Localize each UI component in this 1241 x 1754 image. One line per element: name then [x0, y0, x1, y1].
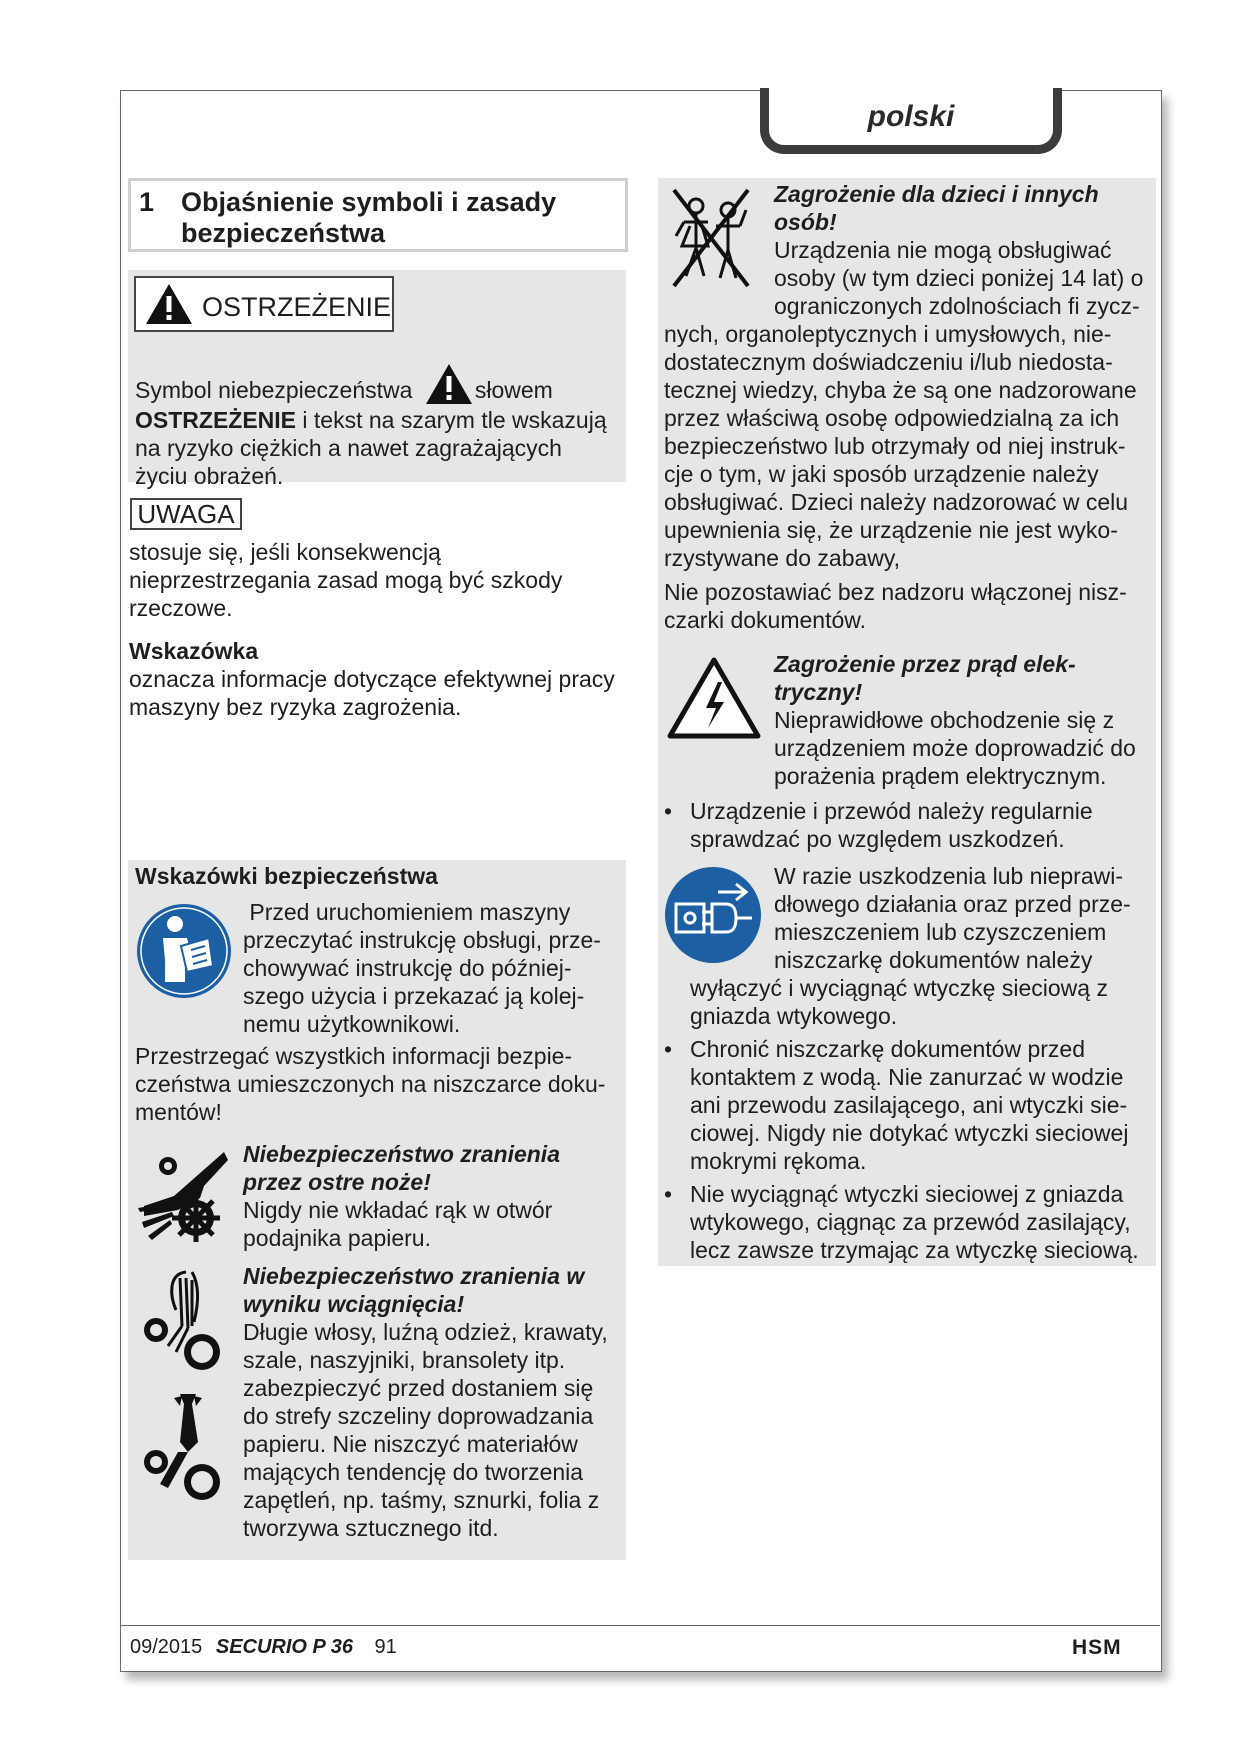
hand-gears-icon	[134, 1146, 232, 1246]
pull-plug-text: Nie wyciągnąć wtyczki sieciowej z gniazda wtykowego, ciągnąc za przewód zasilający, lecz zawsze trzymając za wtyczkę sieciową.	[690, 1181, 1139, 1263]
uwaga-label: UWAGA	[130, 498, 242, 530]
footer-date: 09/2015	[130, 1636, 203, 1658]
brand-logo: HSM	[1072, 1636, 1122, 1659]
unplug-icon	[664, 866, 762, 964]
warning-text: Symbol niebezpieczeństwa słowem OSTRZEŻENIE i tekst na szarym tle wskazują na ryzyko ciężkich a nawet zagrażających życiu obrażeń.	[135, 362, 625, 490]
tie-gears-icon	[138, 1392, 232, 1504]
unplug-text-indented: W razie uszkodzenia lub nieprawi- dłowego działania oraz przed prze- mieszczeniem lub czyszczeniem niszczarkę dokumentów należy	[774, 863, 1131, 973]
children-text-indented: Zagrożenie dla dzieci i innych osób! Urządzenia nie mogą obsługiwać osoby (w tym dzieci poniżej 14 lat) o ograniczonych zdolnościach fi zycz-	[774, 181, 1144, 319]
knives-text: Niebezpieczeństwo zranienia przez ostre noże! Nigdy nie wkładać rąk w otwór podajnika papieru.	[243, 1141, 560, 1251]
bullet-icon: •	[664, 1036, 673, 1062]
footer-page: 91	[374, 1636, 397, 1658]
hint-block: Wskazówka oznacza informacje dotyczące efektywnej pracy maszyny bez ryzyka zagrożenia.	[129, 637, 629, 721]
hair-gears-icon	[138, 1266, 232, 1378]
water-text: Chronić niszczarkę dokumentów przed kontaktem z wodą. Nie zanurzać w wodzie ani przewodu zasilającego, ani wtyczki sie- ciowej. Nigdy nie dotykać wtyczki sieciowej mokrymi rękoma.	[690, 1036, 1129, 1174]
language-tab: polski	[760, 88, 1062, 154]
hint-title: Wskazówka	[129, 638, 259, 664]
uwaga-text: stosuje się, jeśli konsekwencją nieprzestrzegania zasad mogą być szkody rzeczowe.	[129, 539, 563, 621]
section-heading	[128, 178, 628, 252]
manual-text: Przed uruchomieniem maszyny przeczytać instrukcję obsługi, prze- chowywać instrukcję do później- szego użycia i przekazać ją kolej- nemu użytkownikowi.	[243, 899, 601, 1037]
bullet-icon: •	[664, 1181, 673, 1207]
pull-text: Niebezpieczeństwo zranienia w wyniku wciągnięcia! Długie włosy, luźną odzież, krawaty, szale, naszyjniki, bransolety itp. zabezpieczyć przed dostaniem się do strefy szczeliny doprowadzania papieru. Nie niszczyć materiałów mających tendencję do tworzenia zapętleń, np. taśmy, sznurki, folia z tworzywa sztucznego itd.	[243, 1263, 608, 1541]
warning-triangle-icon	[144, 282, 194, 326]
safety-title: Wskazówki bezpieczeństwa	[135, 863, 438, 889]
section-number: 1	[139, 187, 155, 217]
footer-model: SECURIO P 36	[215, 1636, 353, 1658]
section-title: Objaśnienie symboli i zasady bezpieczeństwa	[181, 187, 557, 248]
warning-triangle-inline-icon	[423, 362, 475, 406]
children-text: nych, organoleptycznych i umysłowych, nie- dostatecznym doświadczeniu i/lub niedosta- tecznej wiedzy, chyba że są one nadzorowane przez właściwą osobę odpowiedzialną za ich bezpieczeństwo lub otrzymały od niej instruk- cje o tym, w jaki sposób urządzenie należy obsługiwać. Dzieci należy nadzorować w celu upewnienia się, że urządzenie nie jest wyko- rzystywane do zabawy, Nie pozostawiać bez nadzoru włączonej nisz- czarki dokumentów.	[664, 321, 1137, 633]
observe-text: Przestrzegać wszystkich informacji bezpie- czeństwa umieszczonych na niszczarce doku- mentów!	[135, 1043, 606, 1125]
electric-text: Zagrożenie przez prąd elek- tryczny! Nieprawidłowe obchodzenie się z urządzeniem może doprowadzić do porażenia prądem elektrycznym.	[774, 651, 1136, 789]
electric-hazard-icon	[666, 656, 762, 742]
footer-divider	[120, 1625, 1160, 1626]
no-children-icon	[668, 186, 754, 290]
warning-label: OSTRZEŻENIE	[202, 292, 392, 322]
inspect-text: Urządzenie i przewód należy regularnie sprawdzać po względem uszkodzeń.	[690, 798, 1093, 852]
unplug-text: wyłączyć i wyciągnąć wtyczkę sieciową z gniazda wtykowego.	[690, 975, 1108, 1029]
footer-left	[130, 1636, 397, 1659]
warning-label-box	[134, 276, 394, 332]
read-manual-icon	[135, 902, 233, 1000]
bullet-icon: •	[664, 798, 673, 824]
